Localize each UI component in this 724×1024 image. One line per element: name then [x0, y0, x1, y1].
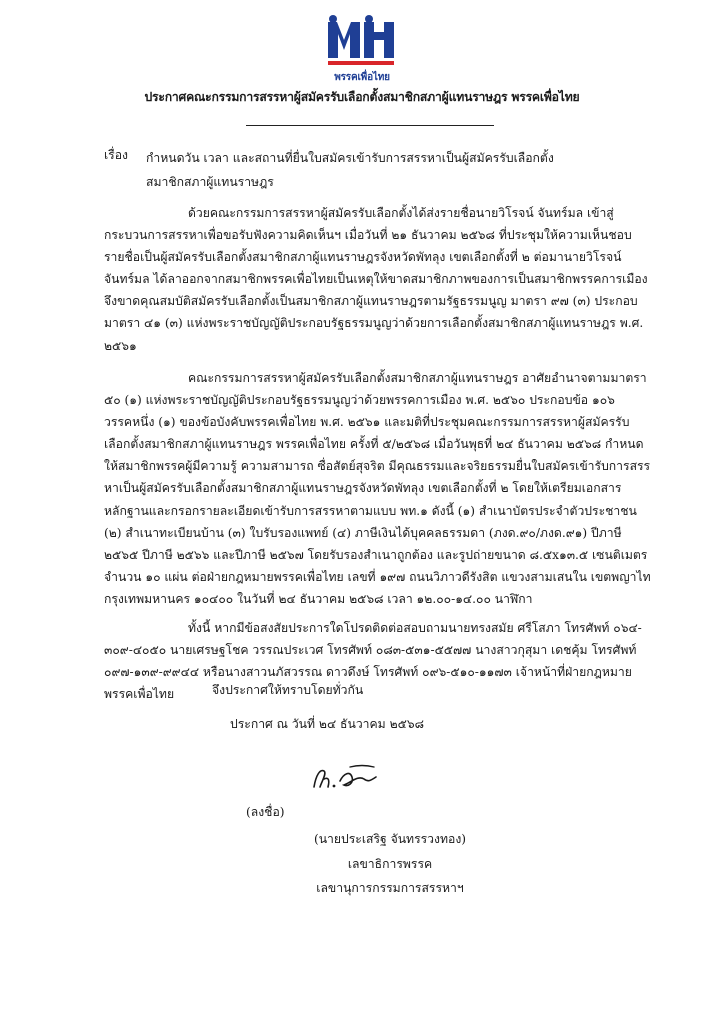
- paragraph-line: จันทร์มล ได้ลาออกจากสมาชิกพรรคเพื่อไทยเป็นเหตุให้ขาดสมาชิกภาพของการเป็นสมาชิกพรรคการเมือง: [104, 272, 648, 287]
- paragraph-line: ให้สมาชิกพรรคผู้มีความรู้ ความสามารถ ซื่อสัตย์สุจริต มีคุณธรรมและจริยธรรมยื่นใบสมัครเข้ารับการสรร: [104, 459, 651, 474]
- paragraph-line: จำนวน ๑๐ แผ่น ต่อฝ่ายกฎหมายพรรคเพื่อไทย เลขที่ ๑๙๗ ถนนวิภาวดีรังสิต แขวงสามเสนใน เขตพญาไท: [104, 569, 651, 584]
- paragraph-line: ด้วยคณะกรรมการสรรหาผู้สมัครรับเลือกตั้งได้ส่งรายชื่อนายวิโรจน์ จันทร์มล เข้าสู่: [188, 206, 614, 220]
- announcement-date: ประกาศ ณ วันที่ ๒๔ ธันวาคม ๒๕๖๘: [230, 717, 424, 731]
- paragraph-line: ๕๐ (๑) แห่งพระราชบัญญัติประกอบรัฐธรรมนูญว่าด้วยพรรคการเมือง พ.ศ. ๒๕๖๐ ประกอบข้อ ๑๐๖: [104, 393, 615, 408]
- subject-line: สมาชิกสภาผู้แทนราษฎร: [146, 175, 274, 189]
- paragraph-line: ๒๕๖๑: [104, 338, 137, 353]
- paragraph-line: กระบวนการสรรหาเพื่อขอรับฟังความคิดเห็นฯ เมื่อวันที่ ๒๑ ธันวาคม ๒๕๖๘ ที่ประชุมให้ความเห็นชอบ: [104, 228, 632, 243]
- signatory-name: (นายประเสริฐ จันทรรวงทอง): [313, 832, 467, 846]
- handwritten-signature: [310, 757, 380, 797]
- paragraph-line: พรรคเพื่อไทย: [104, 687, 175, 702]
- signatory-title: เลขานุการกรรมการสรรหาฯ: [316, 881, 464, 895]
- paragraph-background: [104, 202, 648, 357]
- signature-label: (ลงชื่อ): [246, 805, 285, 819]
- announcement-heading: ประกาศคณะกรรมการสรรหาผู้สมัครรับเลือกตั้งสมาชิกสภาผู้แทนราษฎร พรรคเพื่อไทย: [144, 90, 580, 104]
- party-logo: [322, 10, 402, 82]
- signatory-block: [290, 827, 490, 901]
- paragraph-contacts: [104, 617, 644, 705]
- paragraph-line: ๓๐๙-๔๐๕๐ นายเศรษฐโชค วรรณประเวศ โทรศัพท์ ๐๘๓-๕๓๑-๕๕๗๗ นางสาวกุสุมา เดชคุ้ม โทรศัพท์: [104, 643, 637, 658]
- subject-label: เรื่อง: [104, 148, 128, 162]
- signatory-title: เลขาธิการพรรค: [347, 856, 433, 871]
- paragraph-line: มาตรา ๔๑ (๓) แห่งพระราชบัญญัติประกอบรัฐธรรมนูญว่าด้วยการเลือกตั้งสมาชิกสภาผู้แทนราษฎร พ.ศ.: [104, 316, 644, 331]
- paragraph-line: ทั้งนี้ หากมีข้อสงสัยประการใดโปรดติดต่อสอบถามนายทรงสมัย ศรีโสภา โทรศัพท์ ๐๖๔-: [188, 621, 642, 635]
- paragraph-line: วรรคหนึ่ง (๑) ของข้อบังคับพรรคเพื่อไทย พ.ศ. ๒๕๖๑ และมติที่ประชุมคณะกรรมการสรรหาผู้สมัครรับ: [104, 415, 630, 430]
- party-logo-caption: พรรคเพื่อไทย: [334, 72, 390, 83]
- heading-divider: [246, 125, 494, 126]
- subject-line: กำหนดวัน เวลา และสถานที่ยื่นใบสมัครเข้ารับการสรรหาเป็นผู้สมัครรับเลือกตั้ง: [146, 151, 554, 165]
- paragraph-line: ๒๕๖๕ ปีภาษี ๒๕๖๖ และปีภาษี ๒๕๖๗ โดยรับรองสำเนาถูกต้อง และรูปถ่ายขนาด ๘.๕x๑๓.๕ เซนติเมตร: [104, 547, 648, 562]
- paragraph-line: หาเป็นผู้สมัครรับเลือกตั้งสมาชิกสภาผู้แทนราษฎรจังหวัดพัทลุง เขตเลือกตั้งที่ ๒ โดยให้เตรียมเอกสาร: [104, 481, 622, 496]
- paragraph-line: จึงขาดคุณสมบัติสมัครรับเลือกตั้งเป็นสมาชิกสภาผู้แทนราษฎรตามรัฐธรรมนูญ มาตรา ๙๗ (๓) ประกอบ: [104, 294, 638, 309]
- paragraph-line: หลักฐานและกรอกรายละเอียดเข้ารับการสรรหาตามแบบ พท.๑ ดังนี้ (๑) สำเนาบัตรประจำตัวประชาชน: [104, 503, 637, 518]
- closing-statement: จึงประกาศให้ทราบโดยทั่วกัน: [212, 683, 364, 697]
- paragraph-line: ๐๙๗-๑๓๙-๙๙๔๔ หรือนางสาวนภัสวรรณ ดาวดึงษ์ โทรศัพท์ ๐๙๖-๕๑๐-๑๑๗๓ เจ้าหน้าที่ฝ่ายกฎหมาย: [104, 665, 632, 680]
- party-logo-mark: [322, 10, 402, 68]
- paragraph-line: คณะกรรมการสรรหาผู้สมัครรับเลือกตั้งสมาชิกสภาผู้แทนราษฎร อาศัยอำนาจตามมาตรา: [188, 371, 647, 385]
- paragraph-line: (๒) สำเนาทะเบียนบ้าน (๓) ใบรับรองแพทย์ (๔) ภาษีเงินได้บุคคลธรรมดา (ภงด.๙๐/ภงด.๙๑) ปีภาษี: [104, 525, 622, 540]
- subject-text: [146, 146, 646, 194]
- paragraph-announcement: [104, 367, 651, 610]
- paragraph-line: รายชื่อเป็นผู้สมัครรับเลือกตั้งสมาชิกสภาผู้แทนราษฎรจังหวัดพัทลุง เขตเลือกตั้งที่ ๒ ต่อมานายวิโรจน์: [104, 250, 622, 265]
- paragraph-line: กรุงเทพมหานคร ๑๐๔๐๐ ในวันที่ ๒๔ ธันวาคม ๒๕๖๘ เวลา ๑๒.๐๐-๑๔.๐๐ นาฬิกา: [104, 591, 533, 606]
- paragraph-line: เลือกตั้งสมาชิกสภาผู้แทนราษฎร พรรคเพื่อไทย ครั้งที่ ๕/๒๕๖๘ เมื่อวันพุธที่ ๒๔ ธันวาคม ๒๕๖๘ กำหนด: [104, 437, 644, 452]
